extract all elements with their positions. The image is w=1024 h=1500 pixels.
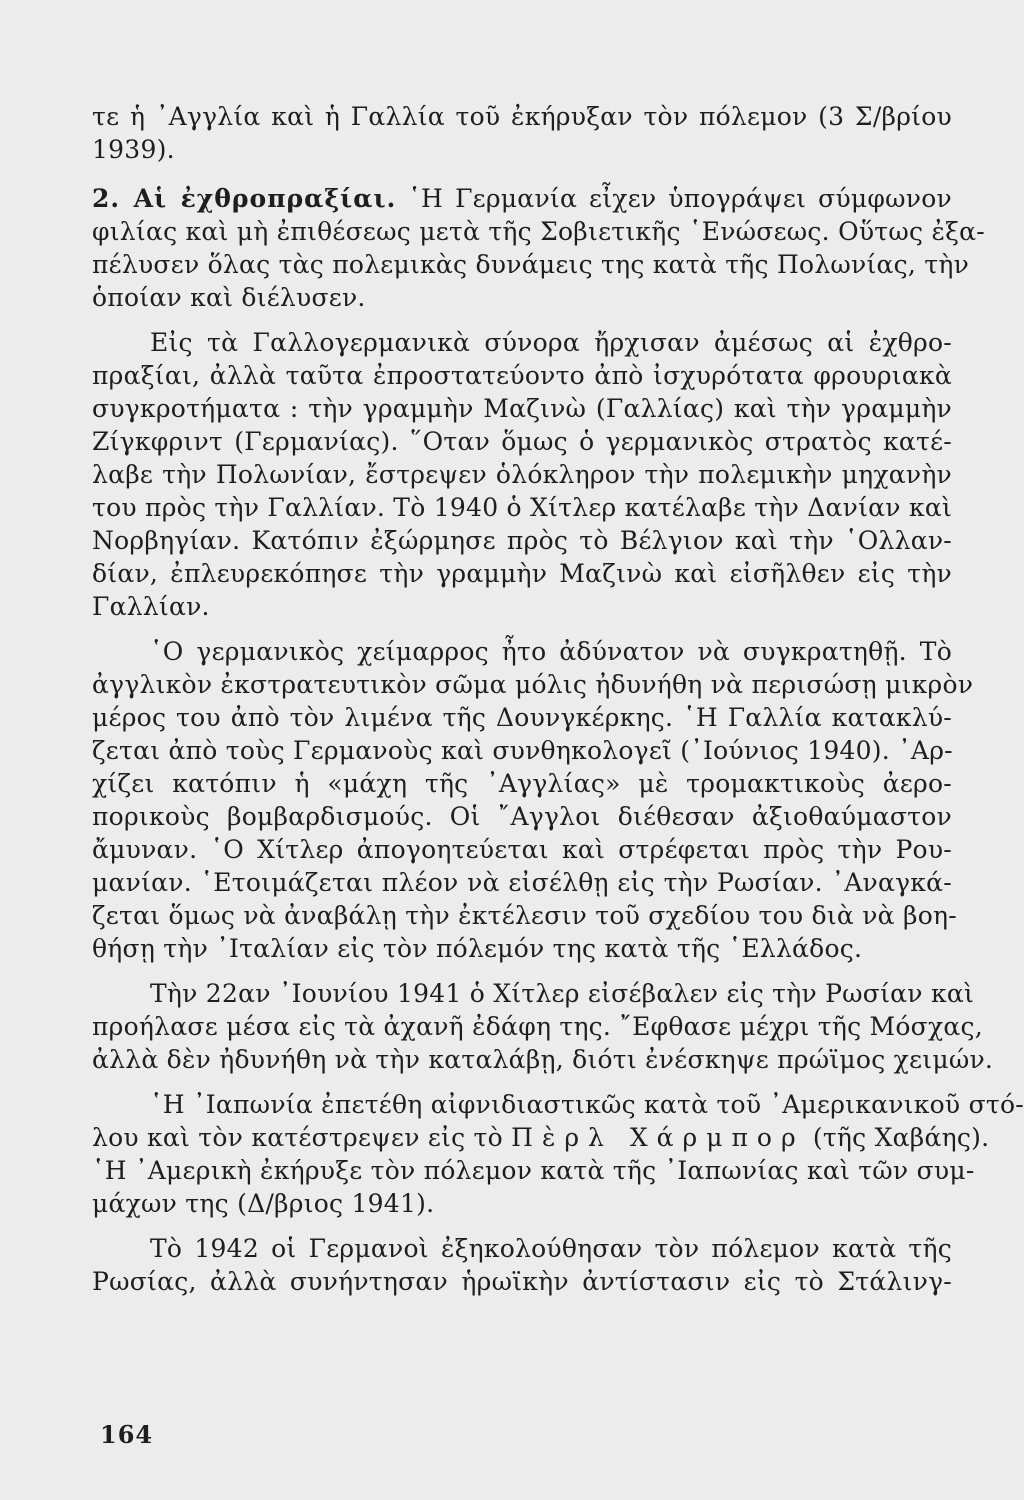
text-line: μέρος του ἀπὸ τὸν λιμένα τῆς Δουνγκέρκης. ῾Η Γαλλία κατακλύ- <box>92 703 952 732</box>
text-line: ἄμυναν. ῾Ο Χίτλερ ἀπογοητεύεται καὶ στρέφεται πρὸς τὴν Ρου- <box>92 835 952 864</box>
text-line: Γαλλίαν. <box>92 592 210 621</box>
text-line: συγκροτήματα : τὴν γραμμὴν Μαζινὼ (Γαλλίας) καὶ τὴν γραμμὴν <box>92 394 952 423</box>
text-line: θήσῃ τὴν ᾿Ιταλίαν εἰς τὸν πόλεμόν της κατὰ τῆς ῾Ελλάδος. <box>92 934 863 963</box>
text-line <box>92 1121 990 1154</box>
text-line: Ρωσίας, ἀλλὰ συνήντησαν ἡρωϊκὴν ἀντίστασιν εἰς τὸ Στάλινγ- <box>92 1267 952 1296</box>
section-heading-line <box>92 182 952 215</box>
text-line: Ζίγκφριντ (Γερμανίας). ῞Οταν ὅμως ὁ γερμανικὸς στρατὸς κατέ- <box>92 427 952 456</box>
text-line: λαβε τὴν Πολωνίαν, ἔστρεψεν ὁλόκληρον τὴν πολεμικὴν μηχανὴν <box>92 460 952 489</box>
text-span: (τῆς Χαβάης). <box>804 1123 990 1152</box>
text-line: ἀλλὰ δὲν ἠδυνήθη νὰ τὴν καταλάβῃ, διότι ἐνέσκηψε πρώϊμος χειμών. <box>92 1045 994 1074</box>
paragraph-first-line: Τὴν 22αν ᾿Ιουνίου 1941 ὁ Χίτλερ εἰσέβαλεν εἰς τὴν Ρωσίαν καὶ <box>150 979 975 1008</box>
text-line: ζεται ἀπὸ τοὺς Γερμανοὺς καὶ συνθηκολογεῖ (᾿Ιούνιος 1940). ᾿Αρ- <box>92 736 953 765</box>
text-line: τε ἡ ᾿Αγγλία καὶ ἡ Γαλλία τοῦ ἐκήρυξαν τὸν πόλεμον (3 Σ/βρίου <box>92 102 952 131</box>
spaced-place-name: Πὲρλ Χάρμπορ <box>511 1123 805 1152</box>
paragraph-first-line: ῾Ο γερμανικὸς χείμαρρος ἦτο ἀδύνατον νὰ συγκρατηθῇ. Τὸ <box>150 637 952 666</box>
paragraph-first-line: Τὸ 1942 οἱ Γερμανοὶ ἐξηκολούθησαν τὸν πόλεμον κατὰ τῆς <box>150 1234 952 1263</box>
text-line: Νορβηγίαν. Κατόπιν ἐξώρμησε πρὸς τὸ Βέλγιον καὶ τὴν ῾Ολλαν- <box>92 526 952 555</box>
section-title: 2. Αἱ ἐχθροπραξίαι. <box>92 184 397 213</box>
text-line: ῾Η ᾿Αμερικὴ ἐκήρυξε τὸν πόλεμον κατὰ τῆς ᾿Ιαπωνίας καὶ τῶν συμ- <box>92 1156 975 1185</box>
text-line: δίαν, ἐπλευρεκόπησε τὴν γραμμὴν Μαζινὼ καὶ εἰσῆλθεν εἰς τὴν <box>92 559 952 588</box>
paragraph-first-line: ῾Η ᾿Ιαπωνία ἐπετέθη αἰφνιδιαστικῶς κατὰ τοῦ ᾿Αμερικανικοῦ στό- <box>150 1090 1024 1119</box>
text-line: ζεται ὅμως νὰ ἀναβάλῃ τὴν ἐκτέλεσιν τοῦ σχεδίου του διὰ νὰ βοη- <box>92 901 957 930</box>
text-line: 1939). <box>92 135 175 164</box>
text-span: λου καὶ τὸν κατέστρεψεν εἰς τὸ <box>92 1123 512 1152</box>
text-line: φιλίας καὶ μὴ ἐπιθέσεως μετὰ τῆς Σοβιετικῆς ῾Ενώσεως. Οὕτως ἐξα- <box>92 217 985 246</box>
text-line: πέλυσεν ὅλας τὰς πολεμικὰς δυνάμεις της κατὰ τῆς Πολωνίας, τὴν <box>92 250 970 279</box>
text-line: μάχων της (Δ/βριος 1941). <box>92 1189 435 1218</box>
text-line: πραξίαι, ἀλλὰ ταῦτα ἐπροστατεύοντο ἀπὸ ἰσχυρότατα φρουριακὰ <box>92 361 952 390</box>
text-line: προήλασε μέσα εἰς τὰ ἀχανῆ ἐδάφη της. ῎Εφθασε μέχρι τῆς Μόσχας, <box>92 1012 983 1041</box>
text-span: ῾Η Γερμανία εἶχεν ὑπογράψει σύμφωνον <box>396 184 952 213</box>
text-line: μανίαν. ῾Ετοιμάζεται πλέον νὰ εἰσέλθῃ εἰς τὴν Ρωσίαν. ᾿Αναγκά- <box>92 868 952 897</box>
text-line: ἀγγλικὸν ἐκστρατευτικὸν σῶμα μόλις ἠδυνήθη νὰ περισώσῃ μικρὸν <box>92 670 974 699</box>
text-line: πορικοὺς βομβαρδισμούς. Οἱ ῎Αγγλοι διέθεσαν ἀξιοθαύμαστον <box>92 802 952 831</box>
text-line: του πρὸς τὴν Γαλλίαν. Τὸ 1940 ὁ Χίτλερ κατέλαβε τὴν Δανίαν καὶ <box>92 493 953 522</box>
page-number: 164 <box>100 1420 154 1449</box>
text-line: ὁποίαν καὶ διέλυσεν. <box>92 283 366 312</box>
text-line: χίζει κατόπιν ἡ «μάχη τῆς ᾿Αγγλίας» μὲ τρομακτικοὺς ἀερο- <box>92 769 952 798</box>
paragraph-first-line: Εἰς τὰ Γαλλογερμανικὰ σύνορα ἤρχισαν ἀμέσως αἱ ἐχθρο- <box>150 328 952 357</box>
page-text <box>92 100 1024 1298</box>
